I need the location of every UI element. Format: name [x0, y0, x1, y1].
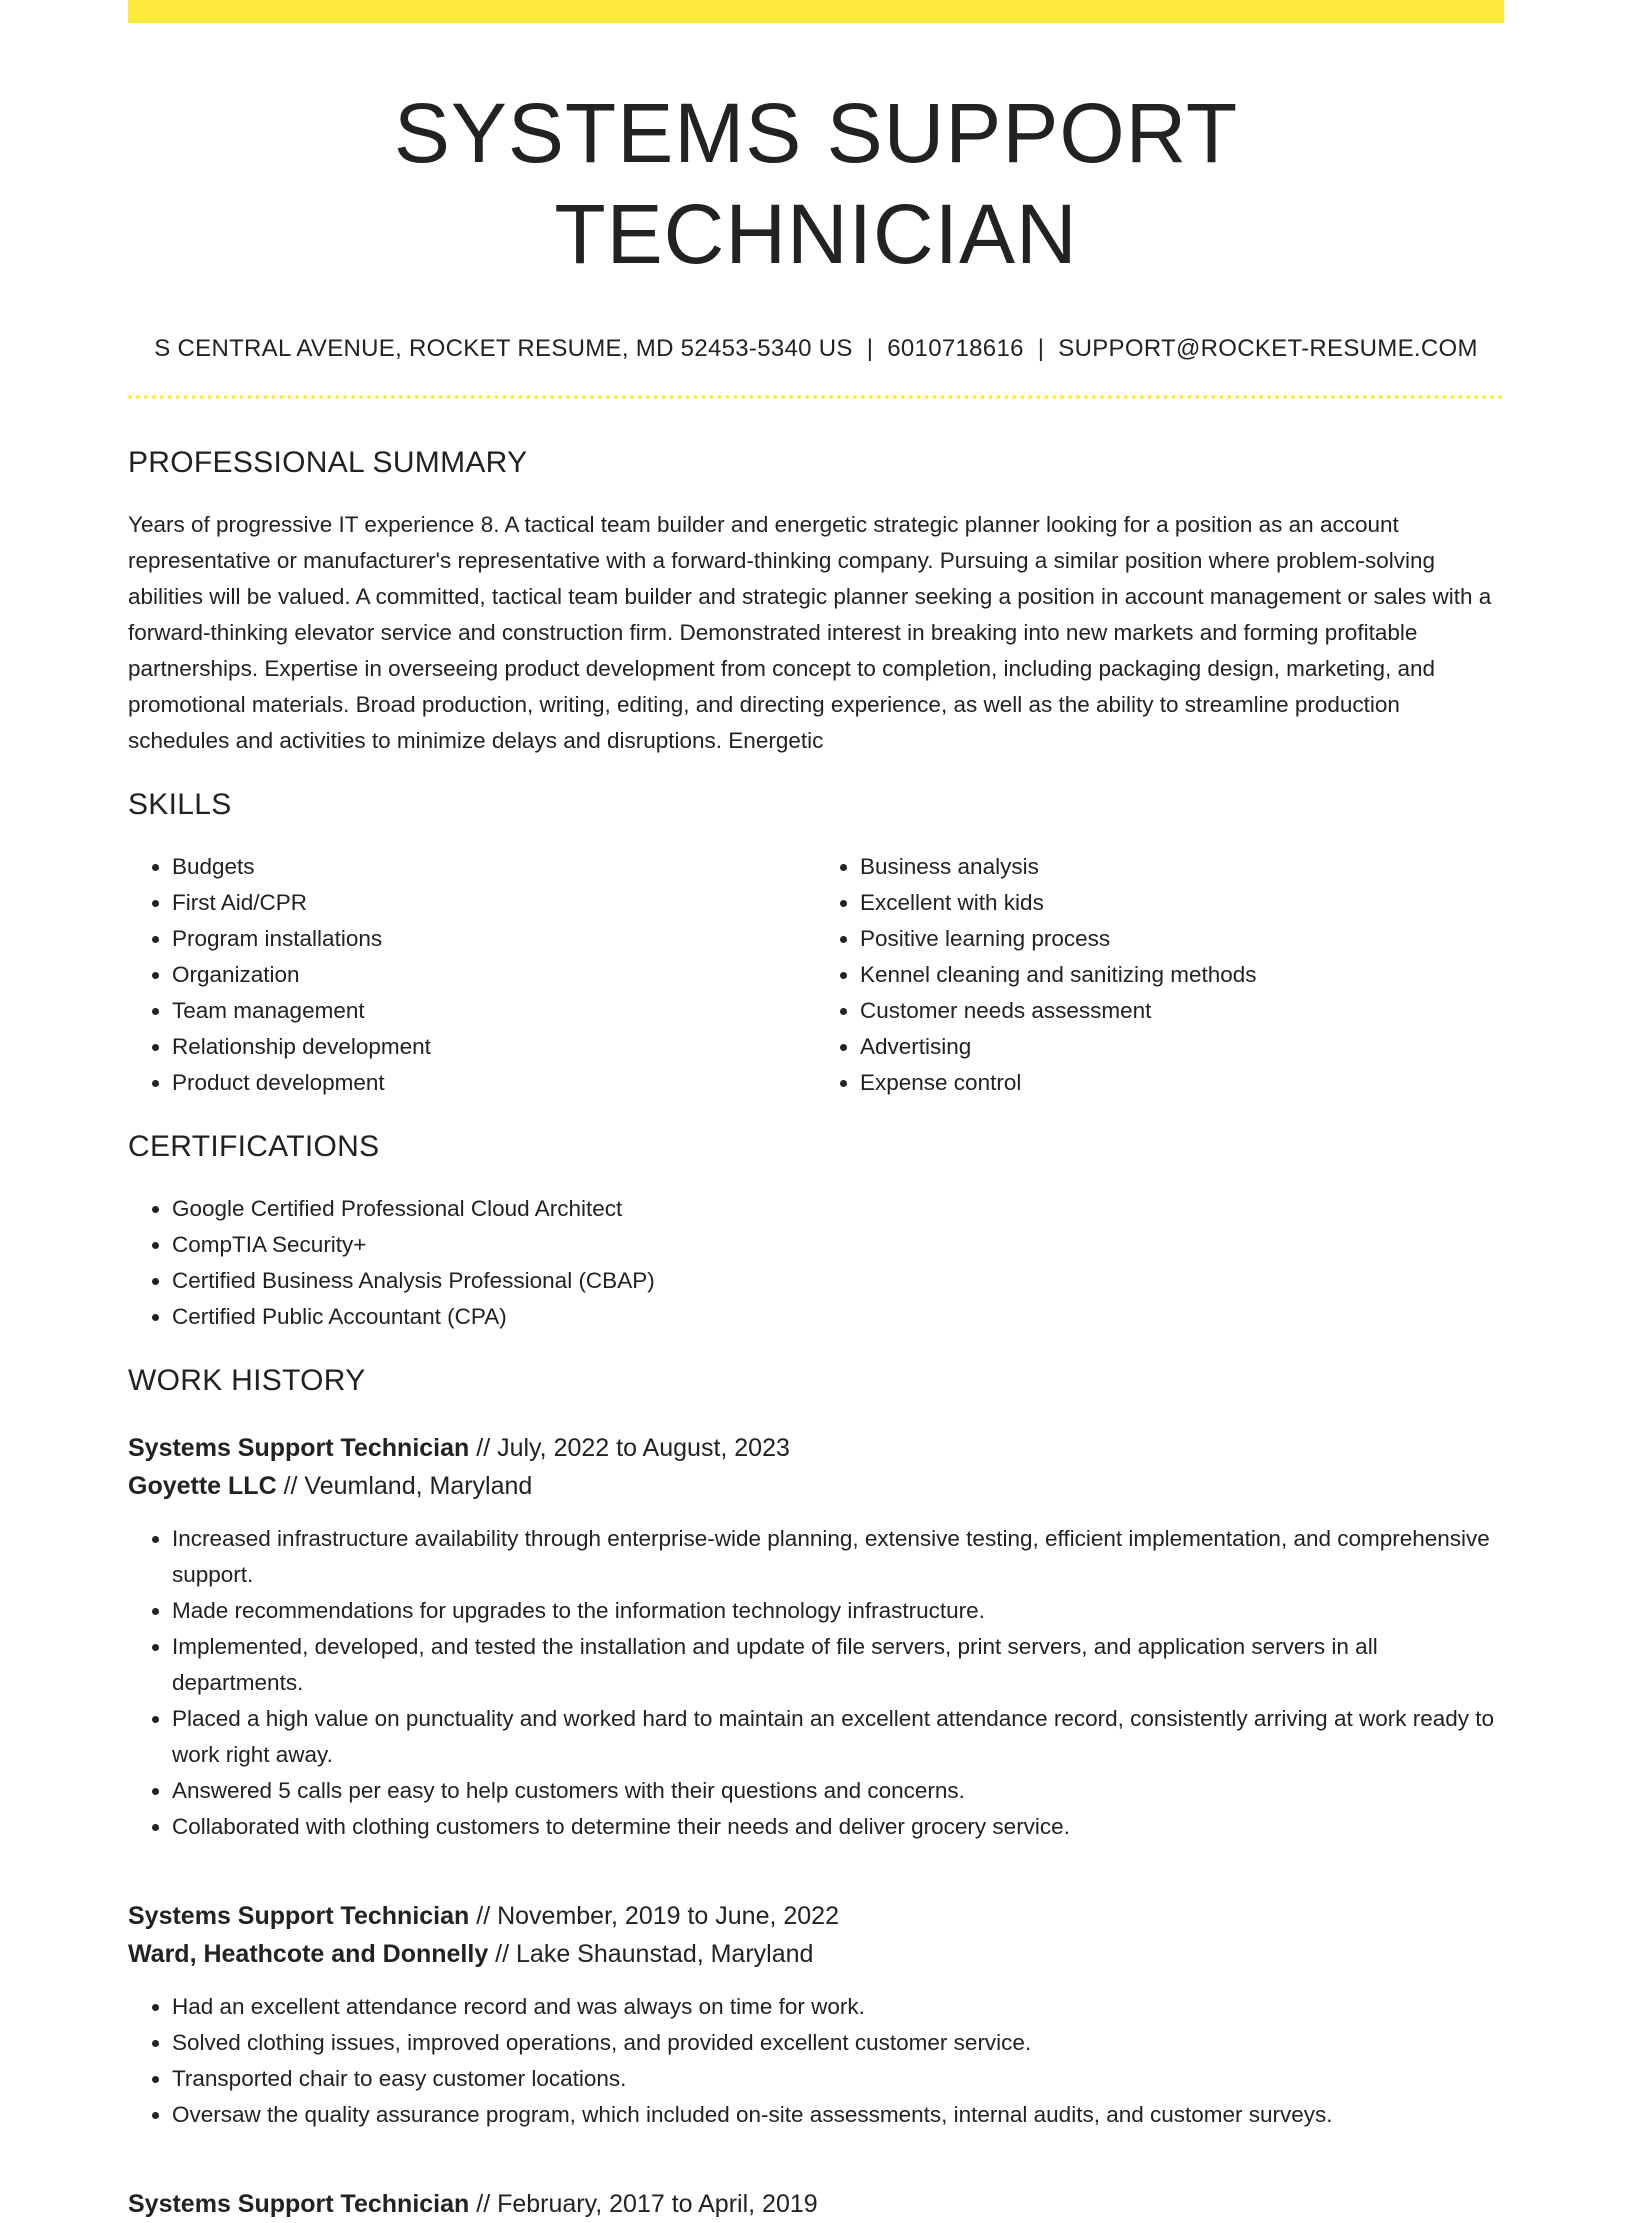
job-entry: [128, 1897, 1504, 2133]
job-bullet: • Transported chair to easy customer locations.: [172, 2061, 1504, 2097]
skill-item: • Organization: [172, 957, 816, 993]
job-company-line: [128, 1467, 1504, 1505]
resume-page: [128, 0, 1504, 2223]
work-history-section: [128, 1363, 1504, 2223]
job-role: Systems Support Technician: [128, 1433, 470, 1462]
contact-separator: |: [866, 334, 874, 362]
certification-item: • Certified Public Accountant (CPA): [172, 1299, 1504, 1335]
contact-email: SUPPORT@ROCKET-RESUME.COM: [1058, 334, 1478, 362]
job-location: // Veumland, Maryland: [276, 1471, 533, 1500]
skill-item: • Relationship development: [172, 1029, 816, 1065]
job-company: Goyette LLC: [128, 1471, 277, 1500]
job-bullet: • Increased infrastructure availability through enterprise-wide planning, extensive testing, efficient implementation, and comprehensive support.: [172, 1521, 1504, 1593]
section-title-work-history: WORK HISTORY: [128, 1363, 366, 1397]
skills-section: [128, 787, 1504, 1101]
job-title-line: [128, 1897, 1504, 1935]
job-dates: // July, 2022 to August, 2023: [469, 1433, 790, 1462]
job-bullets: [128, 1521, 1504, 1845]
dotted-divider: [128, 395, 1504, 399]
summary-text: Years of progressive IT experience 8. A tactical team builder and energetic strategic planner looking for a position as an account representative or manufacturer's representative with a forward-thinking company. Pursuing a similar position where problem-solving abilities will be valued. A committed, tactical team builder and strategic planner seeking a position in account management or sales with a forward-thinking elevator service and construction firm. Demonstrated interest in breaking into new markets and forming profitable partnerships. Expertise in overseeing product development from concept to completion, including packaging design, marketing, and promotional materials. Broad production, writing, editing, and directing experience, as well as the ability to streamline production schedules and activities to minimize delays and disruptions. Energetic: [128, 511, 1492, 753]
skill-item: • Positive learning process: [860, 921, 1504, 957]
summary-section: [128, 445, 1504, 759]
skill-item: • Excellent with kids: [860, 885, 1504, 921]
contact-separator: |: [1037, 334, 1045, 362]
job-entry: [128, 2185, 1504, 2223]
job-role: Systems Support Technician: [128, 2189, 470, 2218]
job-bullets: [128, 1989, 1504, 2133]
contact-address: S CENTRAL AVENUE, ROCKET RESUME, MD 52453-5340 US: [154, 334, 853, 362]
skill-item: • First Aid/CPR: [172, 885, 816, 921]
skill-item: • Customer needs assessment: [860, 993, 1504, 1029]
job-bullet: • Implemented, developed, and tested the installation and update of file servers, print servers, and application servers in all departments.: [172, 1629, 1504, 1701]
job-bullet: • Collaborated with clothing customers to determine their needs and deliver grocery service.: [172, 1809, 1504, 1845]
job-dates: // November, 2019 to June, 2022: [469, 1901, 839, 1930]
job-role: Systems Support Technician: [128, 1901, 470, 1930]
skill-item: • Product development: [172, 1065, 816, 1101]
skills-list-left: [128, 849, 816, 1101]
job-location: // Lake Shaunstad, Maryland: [488, 1939, 814, 1968]
skill-item: • Program installations: [172, 921, 816, 957]
skill-item: • Budgets: [172, 849, 816, 885]
skill-item: • Business analysis: [860, 849, 1504, 885]
job-title-line: [128, 1429, 1504, 1467]
job-bullet: • Placed a high value on punctuality and worked hard to maintain an excellent attendance record, consistently arriving at work ready to work right away.: [172, 1701, 1504, 1773]
contact-phone: 6010718616: [887, 334, 1024, 362]
job-bullet: • Answered 5 calls per easy to help customers with their questions and concerns.: [172, 1773, 1504, 1809]
job-dates: // February, 2017 to April, 2019: [469, 2189, 818, 2218]
section-title-certifications: CERTIFICATIONS: [128, 1129, 380, 1163]
skill-item: • Team management: [172, 993, 816, 1029]
skill-item: • Kennel cleaning and sanitizing methods: [860, 957, 1504, 993]
resume-name: SYSTEMS SUPPORT TECHNICIAN: [393, 86, 1239, 281]
skills-grid: [128, 823, 1504, 1101]
job-company: Ward, Heathcote and Donnelly: [128, 1939, 489, 1968]
skill-item: • Advertising: [860, 1029, 1504, 1065]
job-title-line: [128, 2185, 1504, 2223]
skills-list-right: [816, 849, 1504, 1101]
job-company-line: [128, 1935, 1504, 1973]
job-bullet: • Oversaw the quality assurance program, which included on-site assessments, internal audits, and customer surveys.: [172, 2097, 1504, 2133]
job-bullet: • Solved clothing issues, improved operations, and provided excellent customer service.: [172, 2025, 1504, 2061]
job-entry: [128, 1429, 1504, 1845]
certification-item: • Certified Business Analysis Professional (CBAP): [172, 1263, 1504, 1299]
contact-line: [128, 335, 1504, 363]
job-bullet: • Made recommendations for upgrades to the information technology infrastructure.: [172, 1593, 1504, 1629]
skill-item: • Expense control: [860, 1065, 1504, 1101]
section-title-skills: SKILLS: [128, 787, 232, 821]
top-accent-bar: [128, 0, 1504, 23]
job-bullet: • Had an excellent attendance record and was always on time for work.: [172, 1989, 1504, 2025]
certifications-section: [128, 1129, 1504, 1335]
certification-item: • CompTIA Security+: [172, 1227, 1504, 1263]
certification-item: • Google Certified Professional Cloud Architect: [172, 1191, 1504, 1227]
certifications-list: [128, 1191, 1504, 1335]
section-title-summary: PROFESSIONAL SUMMARY: [128, 445, 528, 479]
